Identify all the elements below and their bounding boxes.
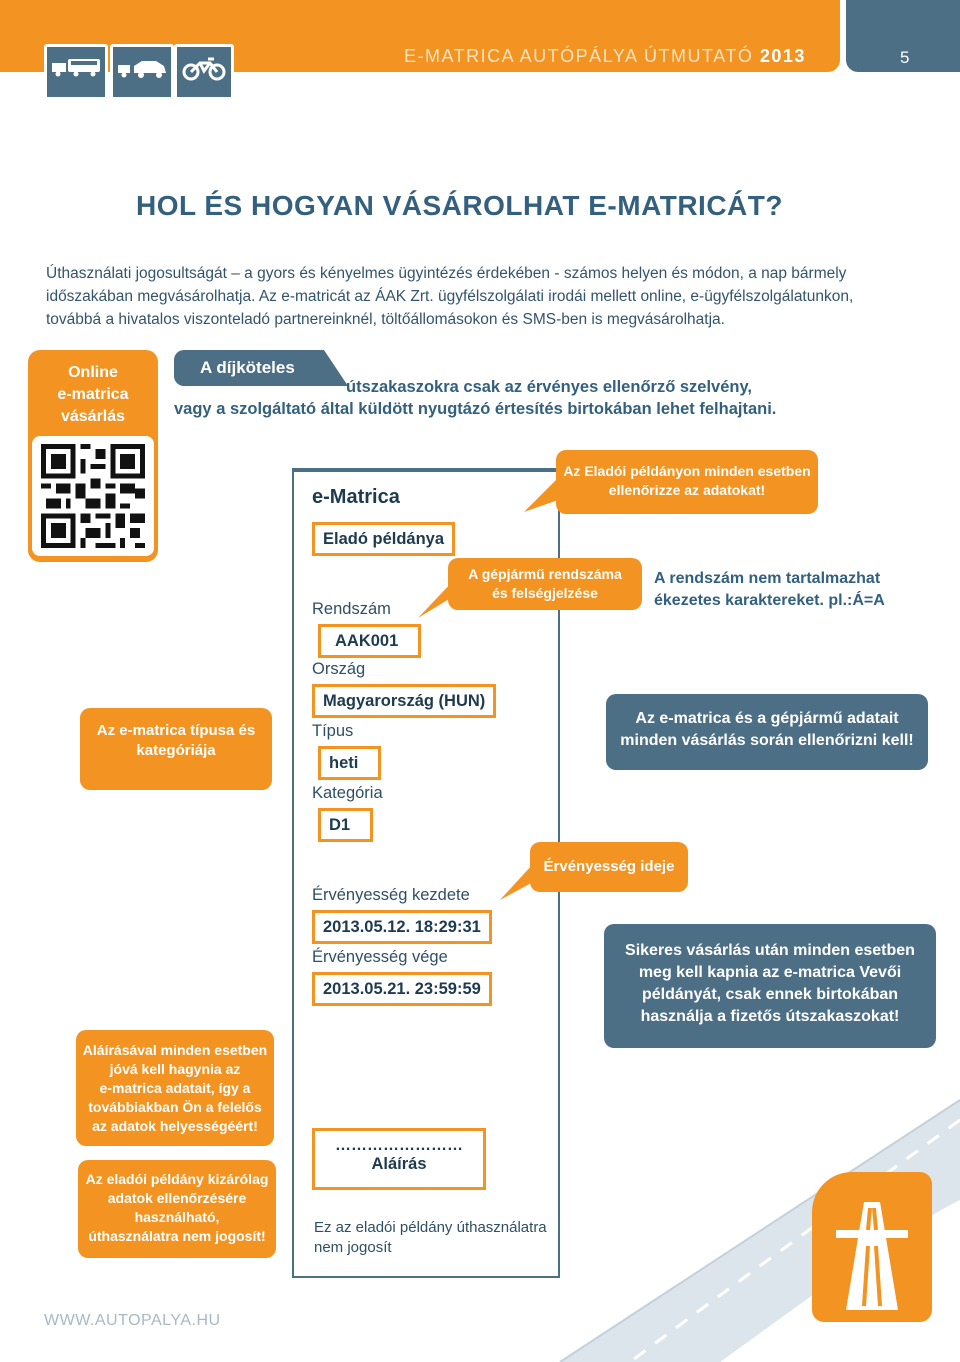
callout-line: és felségjelzése	[492, 585, 598, 601]
callout-line: Az e-matrica típusa és	[96, 722, 256, 739]
intro-line: időszakában megvásárolhatja. Az e-matricát az ÁAK Zrt. ügyfélszolgálati irodái mellett online, e-ügyfélszolgálatunkon,	[46, 288, 854, 305]
note-line: nem jogosít	[314, 1239, 392, 1256]
bus-truck-icon	[44, 44, 108, 100]
field-value-rendszam: AAK001	[318, 624, 421, 658]
callout-line: Sikeres vásárlás után minden esetben	[625, 942, 915, 959]
field-label: Típus	[312, 722, 354, 740]
note-line: Ez az eladói példány úthasználatra	[314, 1219, 547, 1236]
callout-line: példányát, csak ennek birtokában	[641, 986, 899, 1003]
intro-paragraph	[46, 262, 926, 331]
motorway-sign-icon	[812, 1172, 932, 1322]
note-line: ékezetes karaktereket. pl.:Á=A	[654, 592, 885, 609]
field-label: Kategória	[312, 784, 383, 802]
callout-line: Az Eladói példányon minden esetben	[563, 463, 811, 479]
dijkoteles-line2: vagy a szolgáltató által küldött nyugtázó értesítés birtokában lehet felhajtani.	[174, 400, 777, 418]
callout-line: minden vásárlás során ellenőrizni kell!	[620, 732, 914, 749]
field-value-kezdete: 2013.05.12. 18:29:31	[312, 910, 492, 944]
callout-ervenyesseg: Érvényesség ideje	[530, 842, 688, 892]
footer-url[interactable]: WWW.AUTOPALYA.HU	[44, 1312, 221, 1329]
callout-eladoi	[556, 450, 818, 514]
card-title: e-Matrica	[312, 486, 400, 508]
intro-line: továbbá a hivatalos viszonteladó partnereinknél, töltőállomásokon és SMS-ben is megvásárolhatja.	[46, 311, 725, 328]
dijkoteles-tab: A díjköteles	[174, 350, 318, 386]
callout-line: Az e-matrica és a gépjármű adatait	[635, 710, 899, 727]
field-value-orszag: Magyarország (HUN)	[312, 684, 496, 718]
car-trailer-icon	[110, 44, 174, 100]
callout-line: az adatok helyességéért!	[92, 1118, 258, 1134]
online-label: e-matrica	[57, 386, 129, 403]
callout-line: jóvá kell hagynia az	[109, 1061, 241, 1077]
callout-line: Az eladói példány kizárólag	[85, 1171, 269, 1187]
callout-line: használható,	[134, 1209, 220, 1225]
callout-line: kategóriája	[136, 742, 216, 759]
callout-tipus	[80, 708, 272, 790]
field-value-vege: 2013.05.21. 23:59:59	[312, 972, 492, 1006]
header-title: E-MATRICA AUTÓPÁLYA ÚTMUTATÓ 2013	[404, 46, 806, 66]
online-purchase-box	[28, 350, 158, 562]
online-label: vásárlás	[60, 408, 126, 425]
intro-line: Úthasználati jogosultságát – a gyors és kényelmes ügyintézés érdekében - számos helyen és módon, a nap bármely	[46, 265, 847, 282]
online-label: Online	[68, 364, 118, 381]
field-value-kategoria: D1	[318, 808, 373, 842]
field-label: Érvényesség kezdete	[312, 886, 470, 904]
callout-line: meg kell kapnia az e-matrica Vevői	[638, 964, 902, 981]
callout-line: úthasználatra nem jogosít!	[88, 1228, 266, 1244]
callout-ellenorizni	[606, 694, 928, 770]
callout-gepjarmu	[448, 558, 642, 610]
rendszam-note	[654, 568, 885, 612]
field-value-tipus: heti	[318, 746, 381, 780]
motorcycle-icon	[174, 44, 234, 100]
callout-line: Aláírásával minden esetben	[82, 1042, 268, 1058]
signature-dots: ……………………	[335, 1137, 463, 1154]
callout-line: A gépjármű rendszáma	[468, 566, 622, 582]
callout-line: adatok ellenőrzésére	[107, 1190, 247, 1206]
page-title: HOL ÉS HOGYAN VÁSÁROLHAT E-MATRICÁT?	[136, 190, 783, 221]
callout-line: e-matrica adatait, így a	[99, 1080, 251, 1096]
field-label: Rendszám	[312, 600, 391, 618]
callout-line: továbbiakban Ön a felelős	[88, 1099, 262, 1115]
callout-line: használja a fizetős útszakaszokat!	[640, 1008, 900, 1025]
dijkoteles-line1: útszakaszokra csak az érvényes ellenőrző szelvény,	[346, 378, 753, 396]
qr-code-icon[interactable]	[41, 444, 145, 548]
page-number: 5	[900, 48, 910, 67]
callout-line: ellenőrizze az adatokat!	[608, 482, 766, 498]
field-label: Érvényesség vége	[312, 948, 448, 966]
signature-label: Aláírás	[371, 1155, 427, 1173]
card-subtitle: Eladó példánya	[312, 522, 455, 556]
note-line: A rendszám nem tartalmazhat	[654, 570, 881, 587]
callout-sikeres	[604, 924, 936, 1048]
field-label: Ország	[312, 660, 366, 678]
